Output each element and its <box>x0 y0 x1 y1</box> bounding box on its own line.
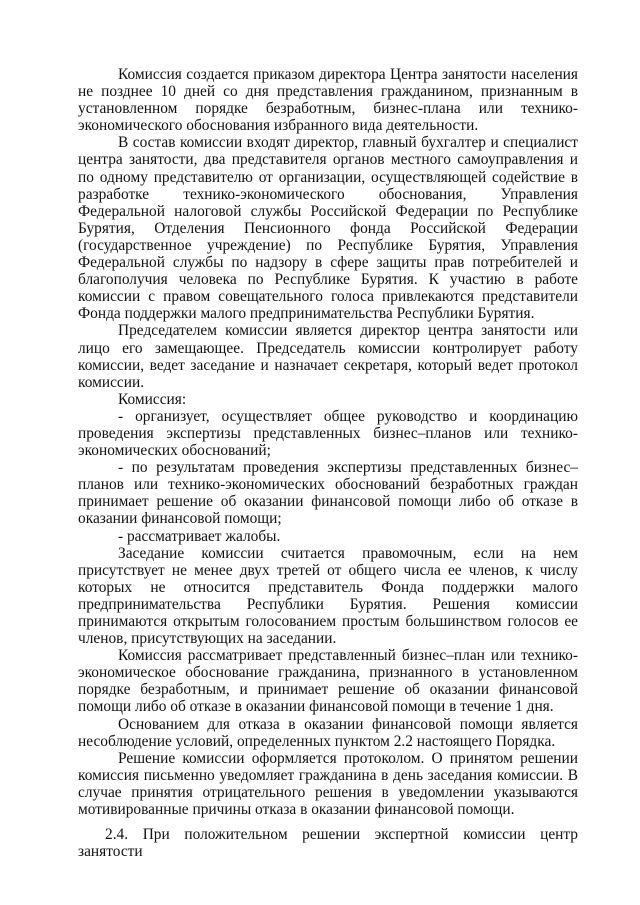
paragraph-commission-chairman: Председателем комиссии является директор центра занятости или лицо его замещающее. Председатель комиссии контролирует работу комиссии, ведет заседание и назначает секретаря, который ведет протокол комиссии. <box>78 322 578 391</box>
paragraph-review: Комиссия рассматривает представленный бизнес–план или технико-экономическое обоснование гражданина, признанного в установленном порядке безработным, и принимает решение об оказании финансовой помощи либо об отказе в оказании финансовой помощи в течение 1 дня. <box>78 647 578 716</box>
paragraph-commission-heading: Комиссия: <box>118 390 187 408</box>
paragraph-quorum: Заседание комиссии считается правомочным, если на нем присутствует не менее двух третей от общего числа ее членов, к числу которых не относится представитель Фонда поддержки малого предпринимательства Республики Бурятия. Решения комиссии принимаются открытым голосованием простым большинством голосов ее членов, присутствующих на заседании. <box>78 544 578 648</box>
section-2-4-heading: 2.4. При положительном решении экспертной комиссии центр занятости <box>78 826 578 861</box>
paragraph-commission-creation: Комиссия создается приказом директора Центра занятости населения не позднее 10 дней со дня представления гражданином, признанным в установленном порядке безработным, бизнес-плана или технико-экономического обоснования избранного вида деятельности. <box>78 66 578 135</box>
list-item-complaints: - рассматривает жалобы. <box>118 527 281 545</box>
paragraph-refusal-grounds: Основанием для отказа в оказании финансовой помощи является несоблюдение условий, определенных пунктом 2.2 настоящего Порядка. <box>78 715 578 750</box>
document-body <box>78 66 578 818</box>
paragraph-commission-composition: В состав комиссии входят директор, главный бухгалтер и специалист центра занятости, два представителя органов местного самоуправления и по одному представителю от организации, осуществляющей содействие в разработке технико-экономического обоснования, Управления Федеральной налоговой службы Российской Федерации по Республике Бурятия, Отделения Пенсионного фонда Российской Федерации (государственное учреждение) по Республике Бурятия, Управления Федеральной службы по надзору в сфере защиты прав потребителей и благополучия человека по Республике Бурятия. К участию в работе комиссии с правом совещательного голоса привлекаются представители Фонда поддержки малого предпринимательства Республики Бурятия. <box>78 134 578 323</box>
paragraph-decision-protocol: Решение комиссии оформляется протоколом. О принятом решении комиссия письменно уведомляет гражданина в день заседания комиссии. В случае принятия отрицательного решения в уведомлении указываются мотивированные причины отказа в оказании финансовой помощи. <box>78 749 578 819</box>
list-item-organizes: - организует, осуществляет общее руководство и координацию проведения экспертизы представленных бизнес–планов или технико-экономических обоснований; <box>78 407 578 460</box>
list-item-decides: - по результатам проведения экспертизы представленных бизнес–планов или технико-экономических обоснований безработных граждан принимает решение об оказании финансовой помощи либо об отказе в оказании финансовой помощи; <box>78 459 578 528</box>
